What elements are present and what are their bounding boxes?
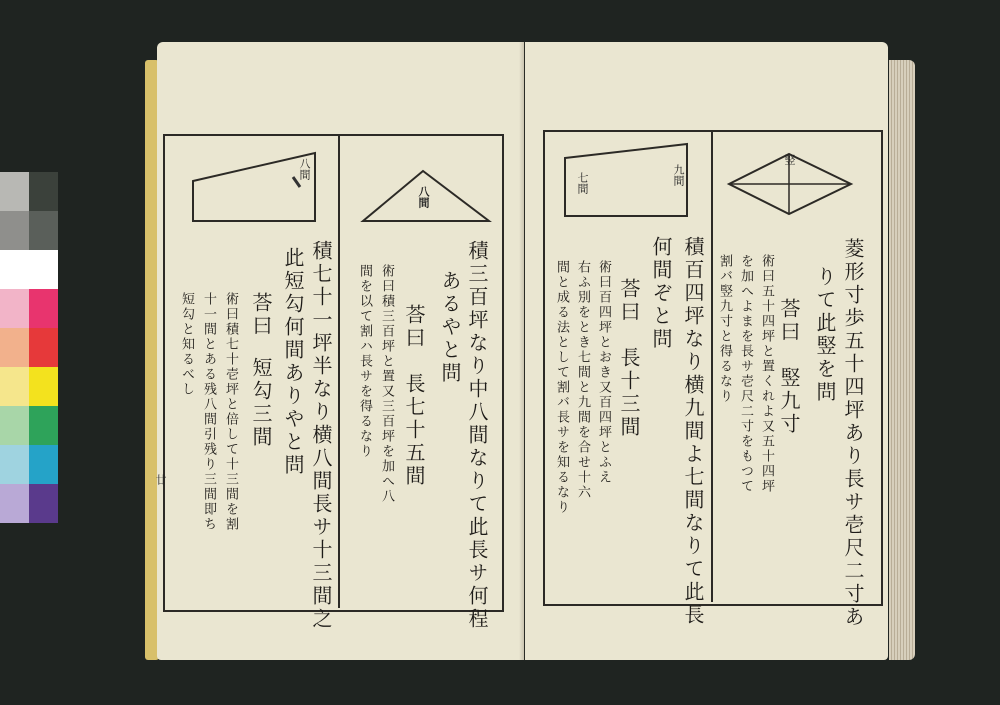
right-problem2-line2: りて此竪を問 — [813, 266, 837, 404]
problem2-line1: 積七十一坪半なり横八間長サ十三間之 — [309, 240, 333, 631]
color-swatch — [0, 445, 29, 484]
problem2-answer-value: 短勾三間 — [249, 357, 273, 449]
page-stack-edge — [889, 60, 915, 660]
color-swatch — [0, 328, 29, 367]
right-problem1-line1: 積百四坪なり横九間よ七間なりて此長 — [681, 236, 705, 627]
trapezoid-label: 八間 — [298, 158, 311, 180]
color-swatch — [29, 172, 58, 211]
swatch-row — [0, 367, 58, 406]
right-problem2-line1: 菱形寸歩五十四坪あり長サ壱尺二寸あ — [841, 238, 865, 629]
right-problem2-method-line2: を加へよまを長サ壱尺二寸をもつて — [738, 254, 753, 494]
page-number: 廿 — [154, 474, 167, 485]
right-trapezoid-label-right: 九間 — [672, 164, 685, 186]
right-page — [525, 42, 888, 660]
right-problem1-line2: 何間ぞと問 — [649, 236, 673, 351]
left-page-divider — [338, 136, 340, 608]
triangle-label: 八間 — [417, 186, 430, 208]
color-swatch — [0, 250, 29, 289]
swatch-row — [0, 328, 58, 367]
color-swatch — [29, 484, 58, 523]
swatch-row — [0, 406, 58, 445]
color-swatch — [29, 445, 58, 484]
color-calibration-chart — [0, 172, 58, 523]
problem1-line2: あるやと問 — [438, 270, 462, 385]
right-problem2-method-line3: 割バ竪九寸と得るなり — [717, 254, 732, 404]
swatch-row — [0, 250, 58, 289]
swatch-row — [0, 172, 58, 211]
problem2-method-line2: 十一間とある残八間引残り三間即ち — [201, 292, 216, 532]
color-swatch — [29, 250, 58, 289]
open-book — [145, 40, 915, 665]
right-problem1-method-line3: 間と成る法として割バ長サを知るなり — [554, 260, 569, 515]
problem2-answer-label: 荅曰 — [249, 292, 273, 338]
right-problem1-answer: 荅曰 長十三間 — [617, 278, 641, 439]
problem1-method-line1: 術曰積三百坪と置又三百坪を加へ八 — [379, 264, 394, 504]
color-swatch — [29, 289, 58, 328]
color-swatch — [0, 367, 29, 406]
right-problem2-method-line1: 術曰五十四坪と置くれよ又五十四坪 — [759, 254, 774, 494]
problem2-method-line1: 術曰積七十壱坪と倍して十三間を割 — [223, 292, 238, 532]
left-page — [154, 42, 524, 660]
problem1-method-line2: 間を以て割ハ長サを得るなり — [357, 264, 372, 459]
right-problem2-answer: 荅曰 竪九寸 — [777, 298, 801, 436]
right-page-divider — [711, 132, 713, 602]
color-swatch — [0, 211, 29, 250]
problem2-method-line3: 短勾と知るべし — [179, 292, 194, 397]
problem1-line1: 積三百坪なり中八間なりて此長サ何程 — [465, 240, 489, 631]
color-swatch — [0, 484, 29, 523]
color-swatch — [29, 367, 58, 406]
right-problem1-method-line1: 術曰百四坪とおき又百四坪とふえ — [596, 260, 611, 485]
color-swatch — [0, 172, 29, 211]
problem2-line2: 此短勾何間ありやと問 — [281, 247, 305, 477]
color-swatch — [29, 328, 58, 367]
swatch-row — [0, 211, 58, 250]
rhombus-label: 竪 — [783, 154, 796, 165]
right-problem1-method-line2: 右ふ別をとき七間と九間を合せ十六 — [575, 260, 590, 500]
swatch-row — [0, 484, 58, 523]
color-swatch — [0, 406, 29, 445]
color-swatch — [29, 406, 58, 445]
right-trapezoid-label-left: 七間 — [576, 172, 589, 194]
problem1-answer: 荅曰 長七十五間 — [402, 304, 426, 488]
color-swatch — [0, 289, 29, 328]
trapezoid-diagram — [185, 147, 335, 227]
color-swatch — [29, 211, 58, 250]
swatch-row — [0, 445, 58, 484]
swatch-row — [0, 289, 58, 328]
